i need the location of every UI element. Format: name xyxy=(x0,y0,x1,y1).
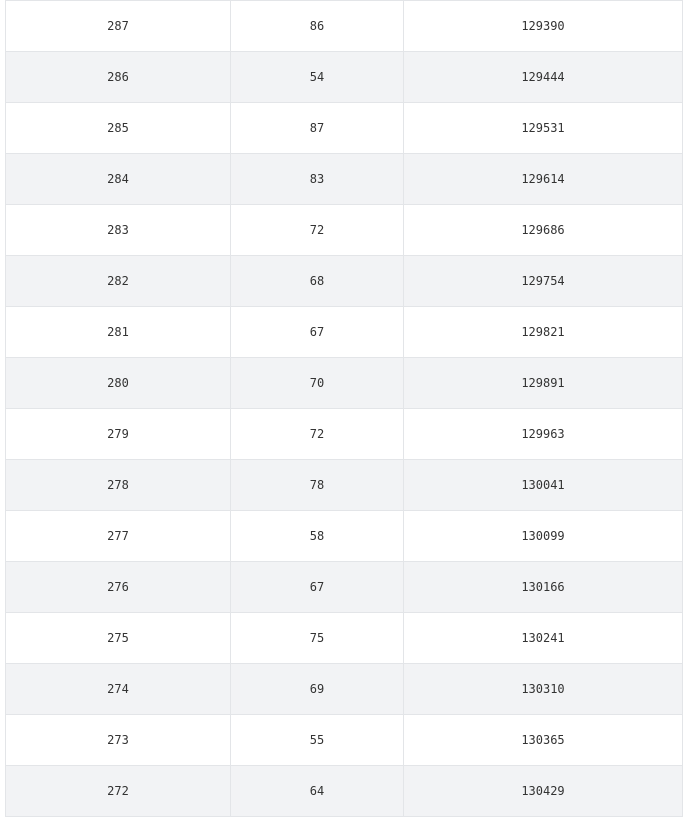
cell-count: 86 xyxy=(231,1,404,52)
cell-cumulative: 130310 xyxy=(404,664,683,715)
table-row xyxy=(6,766,683,817)
cell-count: 83 xyxy=(231,154,404,205)
cell-cumulative: 129686 xyxy=(404,205,683,256)
cell-cumulative: 130099 xyxy=(404,511,683,562)
cell-cumulative: 130241 xyxy=(404,613,683,664)
cell-count: 75 xyxy=(231,613,404,664)
cell-score: 272 xyxy=(6,766,231,817)
cell-score: 284 xyxy=(6,154,231,205)
score-table xyxy=(5,0,683,817)
cell-cumulative: 130365 xyxy=(404,715,683,766)
table-row xyxy=(6,409,683,460)
score-table-container xyxy=(5,0,682,817)
table-row xyxy=(6,562,683,613)
table-row xyxy=(6,613,683,664)
table-row xyxy=(6,1,683,52)
cell-cumulative: 129531 xyxy=(404,103,683,154)
cell-score: 278 xyxy=(6,460,231,511)
cell-score: 275 xyxy=(6,613,231,664)
table-row xyxy=(6,664,683,715)
cell-count: 72 xyxy=(231,205,404,256)
cell-count: 87 xyxy=(231,103,404,154)
cell-cumulative: 129754 xyxy=(404,256,683,307)
cell-score: 276 xyxy=(6,562,231,613)
cell-cumulative: 129444 xyxy=(404,52,683,103)
table-row xyxy=(6,154,683,205)
cell-count: 69 xyxy=(231,664,404,715)
cell-score: 282 xyxy=(6,256,231,307)
cell-score: 286 xyxy=(6,52,231,103)
cell-cumulative: 129963 xyxy=(404,409,683,460)
cell-score: 273 xyxy=(6,715,231,766)
cell-cumulative: 130166 xyxy=(404,562,683,613)
cell-count: 78 xyxy=(231,460,404,511)
table-row xyxy=(6,460,683,511)
table-row xyxy=(6,256,683,307)
table-row xyxy=(6,52,683,103)
cell-cumulative: 129390 xyxy=(404,1,683,52)
table-row xyxy=(6,307,683,358)
cell-cumulative: 129614 xyxy=(404,154,683,205)
cell-count: 70 xyxy=(231,358,404,409)
cell-count: 72 xyxy=(231,409,404,460)
cell-count: 67 xyxy=(231,562,404,613)
cell-score: 280 xyxy=(6,358,231,409)
cell-score: 283 xyxy=(6,205,231,256)
cell-score: 281 xyxy=(6,307,231,358)
cell-count: 54 xyxy=(231,52,404,103)
table-row xyxy=(6,511,683,562)
table-row xyxy=(6,715,683,766)
cell-cumulative: 130041 xyxy=(404,460,683,511)
cell-score: 287 xyxy=(6,1,231,52)
cell-count: 67 xyxy=(231,307,404,358)
cell-count: 68 xyxy=(231,256,404,307)
cell-cumulative: 129821 xyxy=(404,307,683,358)
cell-score: 277 xyxy=(6,511,231,562)
cell-score: 274 xyxy=(6,664,231,715)
cell-cumulative: 130429 xyxy=(404,766,683,817)
cell-count: 64 xyxy=(231,766,404,817)
table-row xyxy=(6,205,683,256)
cell-count: 58 xyxy=(231,511,404,562)
cell-count: 55 xyxy=(231,715,404,766)
table-row xyxy=(6,103,683,154)
cell-cumulative: 129891 xyxy=(404,358,683,409)
table-row xyxy=(6,358,683,409)
cell-score: 279 xyxy=(6,409,231,460)
cell-score: 285 xyxy=(6,103,231,154)
